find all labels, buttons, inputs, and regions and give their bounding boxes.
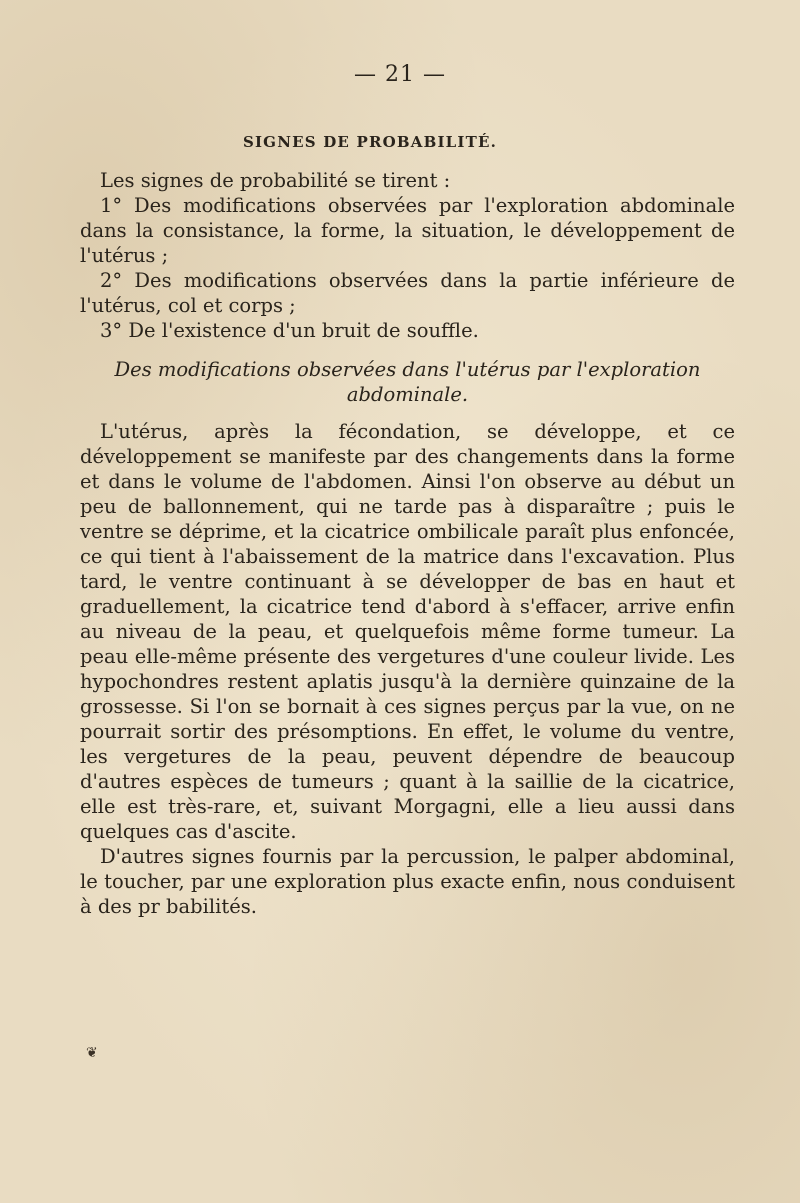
- subheading: Des modifications observées dans l'utérus par l'exploration abdominale.: [114, 358, 701, 406]
- paragraph: D'autres signes fournis par la percussion, le palper abdominal, le toucher, par une exploration plus exacte enfin, nous conduisent à des pr babilités.: [80, 845, 735, 918]
- list-item: 1° Des modifications observées par l'exploration abdominale dans la consistance, la forme, la situation, le développement de l'utérus ;: [80, 194, 735, 267]
- page-number: — 21 —: [354, 62, 446, 87]
- ink-mark-icon: ❦: [86, 1045, 98, 1061]
- list-item: 3° De l'existence d'un bruit de souffle.: [100, 319, 479, 342]
- intro-line: Les signes de probabilité se tirent :: [100, 169, 451, 192]
- paragraph: L'utérus, après la fécondation, se développe, et ce développement se manifeste par des changements dans la forme et dans le volume de l'abdomen. Ainsi l'on observe au début un peu de ballonnement, qui ne tarde pas à disparaître ; puis le ventre se déprime, et la cicatrice ombilicale paraît plus enfoncée, ce qui tient à l'abaissement de la matrice dans l'excavation. Plus tard, le ventre continuant à se développer de bas en haut et graduellement, la cicatrice tend d'abord à s'effacer, arrive enfin au niveau de la peau, et quelquefois même forme tumeur. La peau elle-même présente des vergetures d'une couleur livide. Les hypochondres restent aplatis jusqu'à la dernière quinzaine de la grossesse. Si l'on se bornait à ces signes perçus par la vue, on ne pourrait sortir des présomptions. En effet, le volume du ventre, les vergetures de la peau, peuvent dépendre de beaucoup d'autres espèces de tumeurs ; quant à la saillie de la cicatrice, elle est très-rare, et, suivant Morgagni, elle a lieu aussi dans quelques cas d'ascite.: [80, 420, 735, 843]
- section-title: SIGNES DE PROBABILITÉ.: [242, 133, 498, 151]
- list-item: 2° Des modifications observées dans la partie inférieure de l'utérus, col et corps ;: [80, 269, 735, 317]
- body-text: [80, 168, 735, 919]
